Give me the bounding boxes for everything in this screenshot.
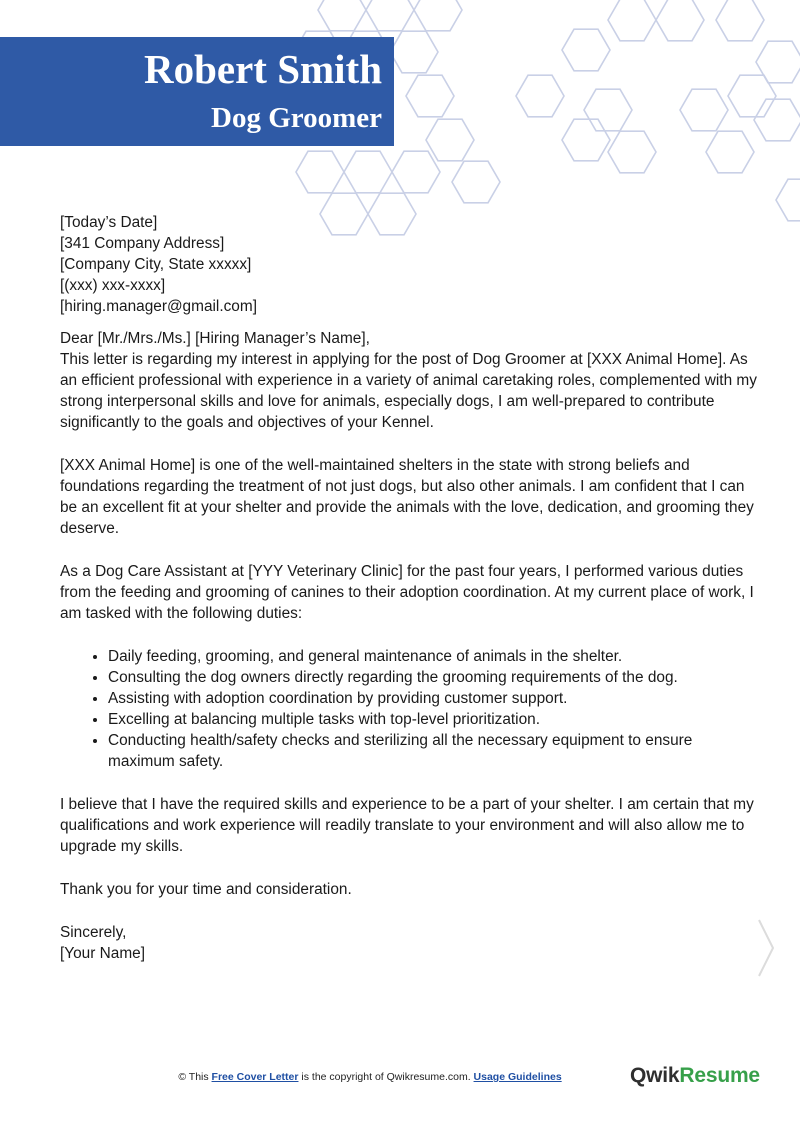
hexagon-shape bbox=[680, 89, 728, 131]
closing: Sincerely, bbox=[60, 924, 127, 941]
address-line: [(xxx) xxx-xxxx] bbox=[60, 277, 166, 294]
paragraph-experience: As a Dog Care Assistant at [YYY Veterinary Clinic] for the past four years, I performed various duties from the feeding and grooming of canines to their adoption coordination. At my current place of work, I am tasked with the following duties: bbox=[60, 563, 754, 622]
hexagon-shape bbox=[754, 99, 800, 141]
paragraph-intro: This letter is regarding my interest in applying for the post of Dog Groomer at [XXX Animal Home]. As an efficient professional with experience in a variety of animal caretaking roles, complemented with my strong interpersonal skills and love for animals, especially dogs, I am well-prepared to contribute significantly to the goals and objectives of your Kennel. bbox=[60, 351, 757, 431]
paragraph-thanks: Thank you for your time and consideration. bbox=[60, 881, 352, 898]
logo-part-qwik: Qwik bbox=[630, 1064, 680, 1087]
address-line: [hiring.manager@gmail.com] bbox=[60, 298, 257, 315]
copyright-footer bbox=[0, 1071, 740, 1083]
letter-date: [Today’s Date] bbox=[60, 214, 158, 231]
hexagon-shape bbox=[756, 41, 800, 83]
hexagon-shape bbox=[426, 119, 474, 161]
closing-block bbox=[60, 922, 760, 964]
duties-list bbox=[60, 646, 760, 772]
salutation: Dear [Mr./Mrs./Ms.] [Hiring Manager’s Name], bbox=[60, 330, 370, 347]
hexagon-shape bbox=[406, 75, 454, 117]
footer-middle: is the copyright of Qwikresume.com. bbox=[298, 1071, 474, 1083]
hexagon-shape bbox=[414, 0, 462, 31]
hexagon-shape bbox=[584, 89, 632, 131]
job-title: Dog Groomer bbox=[211, 102, 382, 134]
list-item: • Assisting with adoption coordination by providing customer support. bbox=[108, 688, 760, 709]
chevron-right-icon bbox=[757, 918, 777, 978]
recipient-address bbox=[60, 233, 760, 317]
list-item: • Conducting health/safety checks and sterilizing all the necessary equipment to ensure maximum safety. bbox=[108, 730, 760, 772]
hexagon-shape bbox=[452, 161, 500, 203]
hexagon-shape bbox=[390, 31, 438, 73]
usage-guidelines-link[interactable]: Usage Guidelines bbox=[473, 1071, 562, 1083]
logo-part-resume: Resume bbox=[679, 1064, 760, 1087]
header-band bbox=[0, 37, 394, 146]
hexagon-shape bbox=[608, 131, 656, 173]
hexagon-shape bbox=[366, 0, 414, 31]
footer-prefix: © This bbox=[178, 1071, 212, 1083]
list-item: • Consulting the dog owners directly regarding the grooming requirements of the dog. bbox=[108, 667, 760, 688]
hexagon-shape bbox=[716, 0, 764, 41]
address-line: [Company City, State xxxxx] bbox=[60, 256, 252, 273]
applicant-name: Robert Smith bbox=[143, 46, 382, 92]
hexagon-shape bbox=[562, 119, 610, 161]
hexagon-shape bbox=[296, 151, 344, 193]
paragraph-skills: I believe that I have the required skills and experience to be a part of your shelter. I am certain that my qualifications and work experience will readily translate to your environment and will also allow me to upgrade my skills. bbox=[60, 796, 754, 855]
letter-body bbox=[60, 212, 760, 964]
hexagon-shape bbox=[776, 179, 800, 221]
hexagon-shape bbox=[392, 151, 440, 193]
list-item: • Daily feeding, grooming, and general maintenance of animals in the shelter. bbox=[108, 646, 760, 667]
hexagon-shape bbox=[562, 29, 610, 71]
hexagon-shape bbox=[706, 131, 754, 173]
hexagon-shape bbox=[318, 0, 366, 31]
hexagon-shape bbox=[656, 0, 704, 41]
hexagon-shape bbox=[728, 75, 776, 117]
qwikresume-logo bbox=[630, 1064, 760, 1088]
address-line: [341 Company Address] bbox=[60, 235, 225, 252]
paragraph-company: [XXX Animal Home] is one of the well-maintained shelters in the state with strong beliefs and foundations regarding the treatment of not just dogs, but also other animals. I am confident that I can be an excellent fit at your shelter and provide the animals with the love, dedication, and grooming they deserve. bbox=[60, 457, 754, 537]
list-item: • Excelling at balancing multiple tasks with top-level prioritization. bbox=[108, 709, 760, 730]
free-cover-letter-link[interactable]: Free Cover Letter bbox=[211, 1071, 299, 1083]
hexagon-shape bbox=[608, 0, 656, 41]
hexagon-shape bbox=[516, 75, 564, 117]
hexagon-shape bbox=[344, 151, 392, 193]
signature: [Your Name] bbox=[60, 945, 145, 962]
